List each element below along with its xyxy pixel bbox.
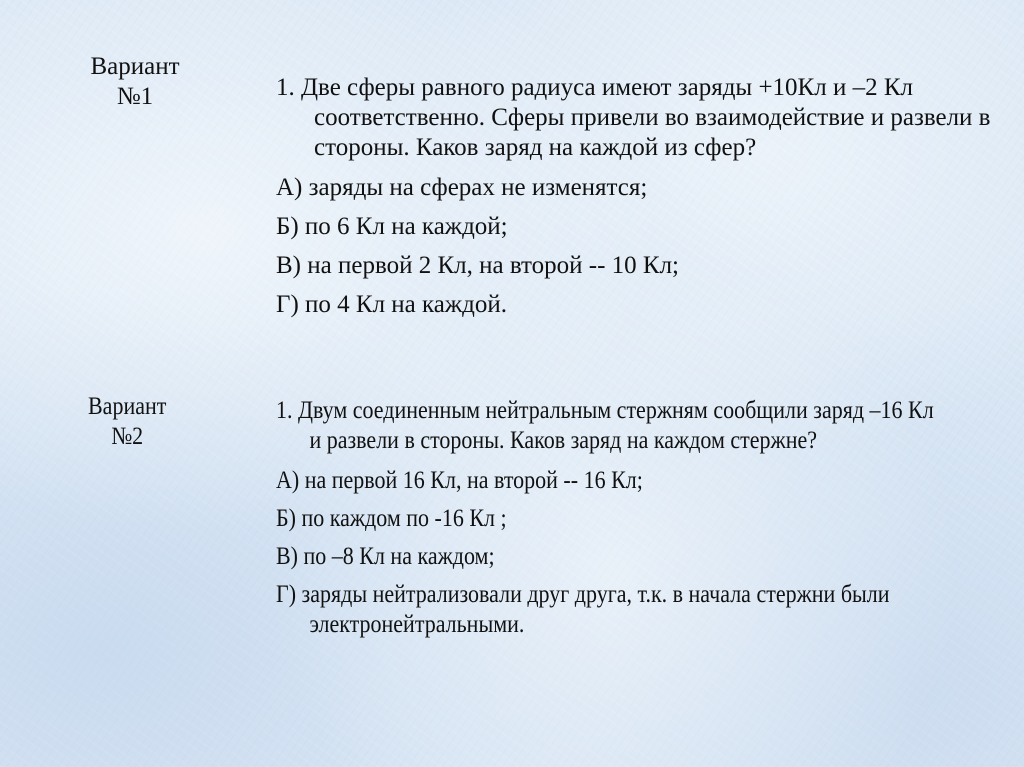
variant-2-label-number: №2	[111, 423, 144, 450]
variant-1-label-number: №1	[116, 83, 154, 110]
variant-2-question-text: 1. Двум соединенным нейтральным стержням сообщили заряд –16 Кл и развели в стороны. Каков заряд на каждом стержне?	[276, 397, 934, 454]
variant-1-label	[70, 52, 200, 112]
variant-2-option-b: Б) по каждом по -16 Кл ;	[276, 505, 507, 532]
variant-2-label	[70, 392, 184, 452]
variant-1-question-block	[276, 73, 996, 329]
variant-1-question-text: 1. Две сферы равного радиуса имеют заряды +10Кл и –2 Кл соответственно. Сферы привели во взаимодействие и развели в стороны. Каков заряд на каждой из сфер?	[276, 74, 991, 161]
variant-2-question-block	[276, 396, 945, 648]
variant-1-option-b: Б) по 6 Кл на каждой;	[276, 213, 508, 240]
variant-2-option-c: В) по –8 Кл на каждом;	[276, 543, 495, 570]
variant-1-option-a: А) заряды на сферах не изменятся;	[276, 174, 648, 201]
variant-1-option-c: В) на первой 2 Кл, на второй -- 10 Кл;	[276, 252, 679, 279]
variant-1-label-word: Вариант	[90, 53, 180, 80]
variant-1-option-d: Г) по 4 Кл на каждой.	[276, 291, 508, 318]
variant-2-label-word: Вариант	[88, 393, 167, 420]
variant-2-option-a: А) на первой 16 Кл, на второй -- 16 Кл;	[276, 467, 643, 494]
variant-2-option-d: Г) заряды нейтрализовали друг друга, т.к. в начала стержни были электронейтральными.	[276, 581, 890, 638]
